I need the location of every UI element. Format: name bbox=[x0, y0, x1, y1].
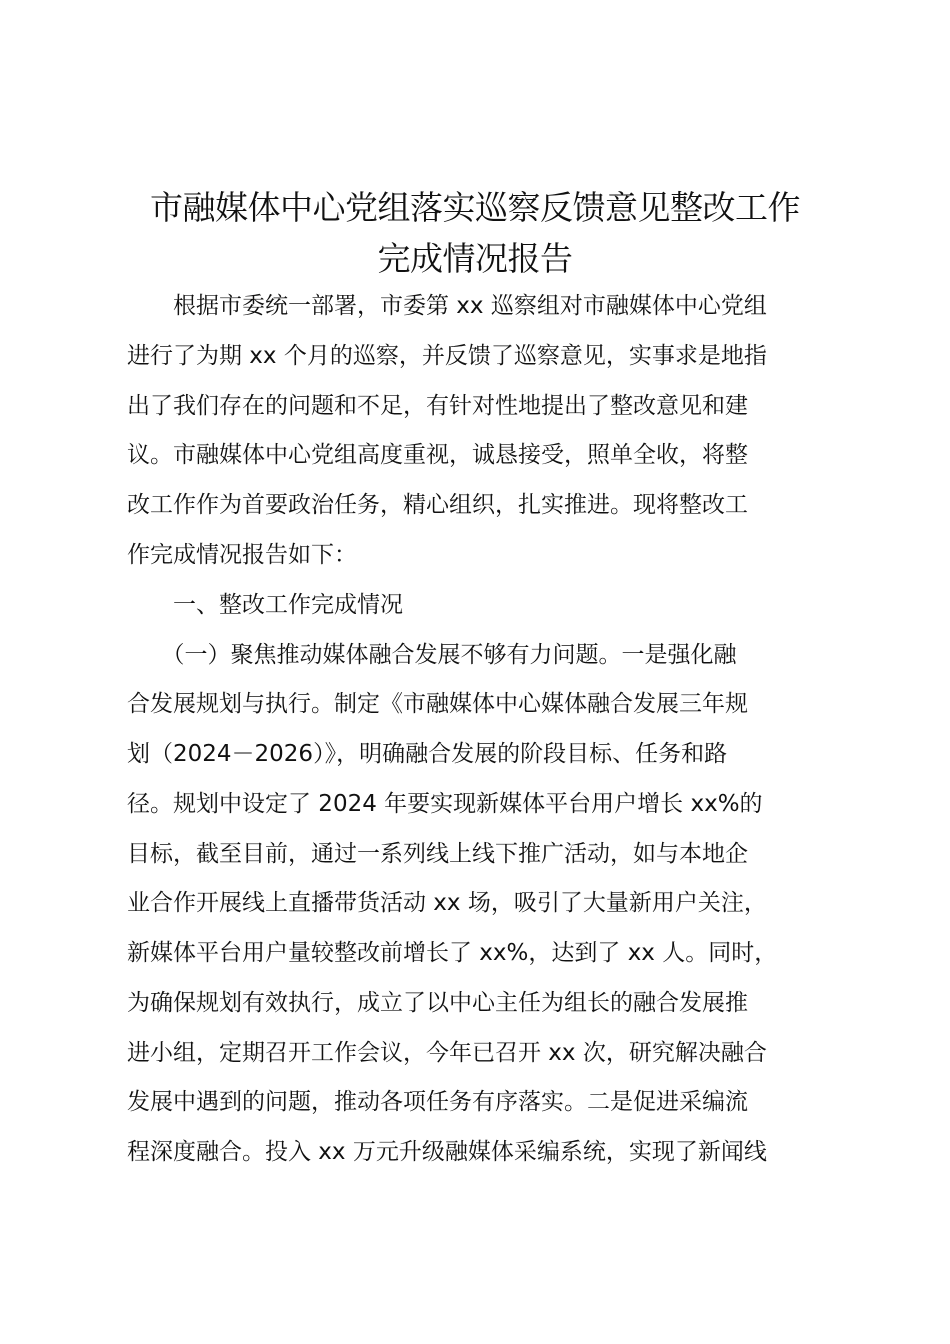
body-line: 程深度融合。投入 xx 万元升级融媒体采编系统，实现了新闻线 bbox=[127, 1139, 767, 1165]
body-line: 进行了为期 xx 个月的巡察，并反馈了巡察意见，实事求是地指 bbox=[127, 343, 767, 369]
body-line: 业合作开展线上直播带货活动 xx 场，吸引了大量新用户关注， bbox=[127, 890, 767, 916]
body-line: 新媒体平台用户量较整改前增长了 xx%，达到了 xx 人。同时， bbox=[127, 940, 778, 966]
body-line: 出了我们存在的问题和不足，有针对性地提出了整改意见和建 bbox=[127, 393, 748, 419]
body-line: 目标，截至目前，通过一系列线上线下推广活动，如与本地企 bbox=[127, 841, 748, 867]
body-line: 进小组，定期召开工作会议，今年已召开 xx 次，研究解决融合 bbox=[127, 1040, 767, 1066]
body-line: 径。规划中设定了 2024 年要实现新媒体平台用户增长 xx%的 bbox=[127, 791, 763, 817]
body-line: 发展中遇到的问题，推动各项任务有序落实。二是促进采编流 bbox=[127, 1089, 748, 1115]
body-line: 议。市融媒体中心党组高度重视，诚恳接受，照单全收，将整 bbox=[127, 442, 748, 468]
body-line: 合发展规划与执行。制定《市融媒体中心媒体融合发展三年规 bbox=[127, 691, 748, 717]
body-line: （一）聚焦推动媒体融合发展不够有力问题。一是强化融 bbox=[127, 642, 737, 668]
document-title-line-2: 完成情况报告 bbox=[377, 239, 573, 278]
body-line: 根据市委统一部署，市委第 xx 巡察组对市融媒体中心党组 bbox=[127, 293, 767, 319]
body-line: 改工作作为首要政治任务，精心组织，扎实推进。现将整改工 bbox=[127, 492, 748, 518]
body-line: 划（2024－2026）》，明确融合发展的阶段目标、任务和路 bbox=[127, 741, 728, 767]
body-line: 作完成情况报告如下： bbox=[127, 542, 357, 568]
section-heading: 一、整改工作完成情况 bbox=[127, 592, 403, 618]
body-line: 为确保规划有效执行，成立了以中心主任为组长的融合发展推 bbox=[127, 990, 748, 1016]
document-title-line-1: 市融媒体中心党组落实巡察反馈意见整改工作 bbox=[150, 188, 800, 227]
